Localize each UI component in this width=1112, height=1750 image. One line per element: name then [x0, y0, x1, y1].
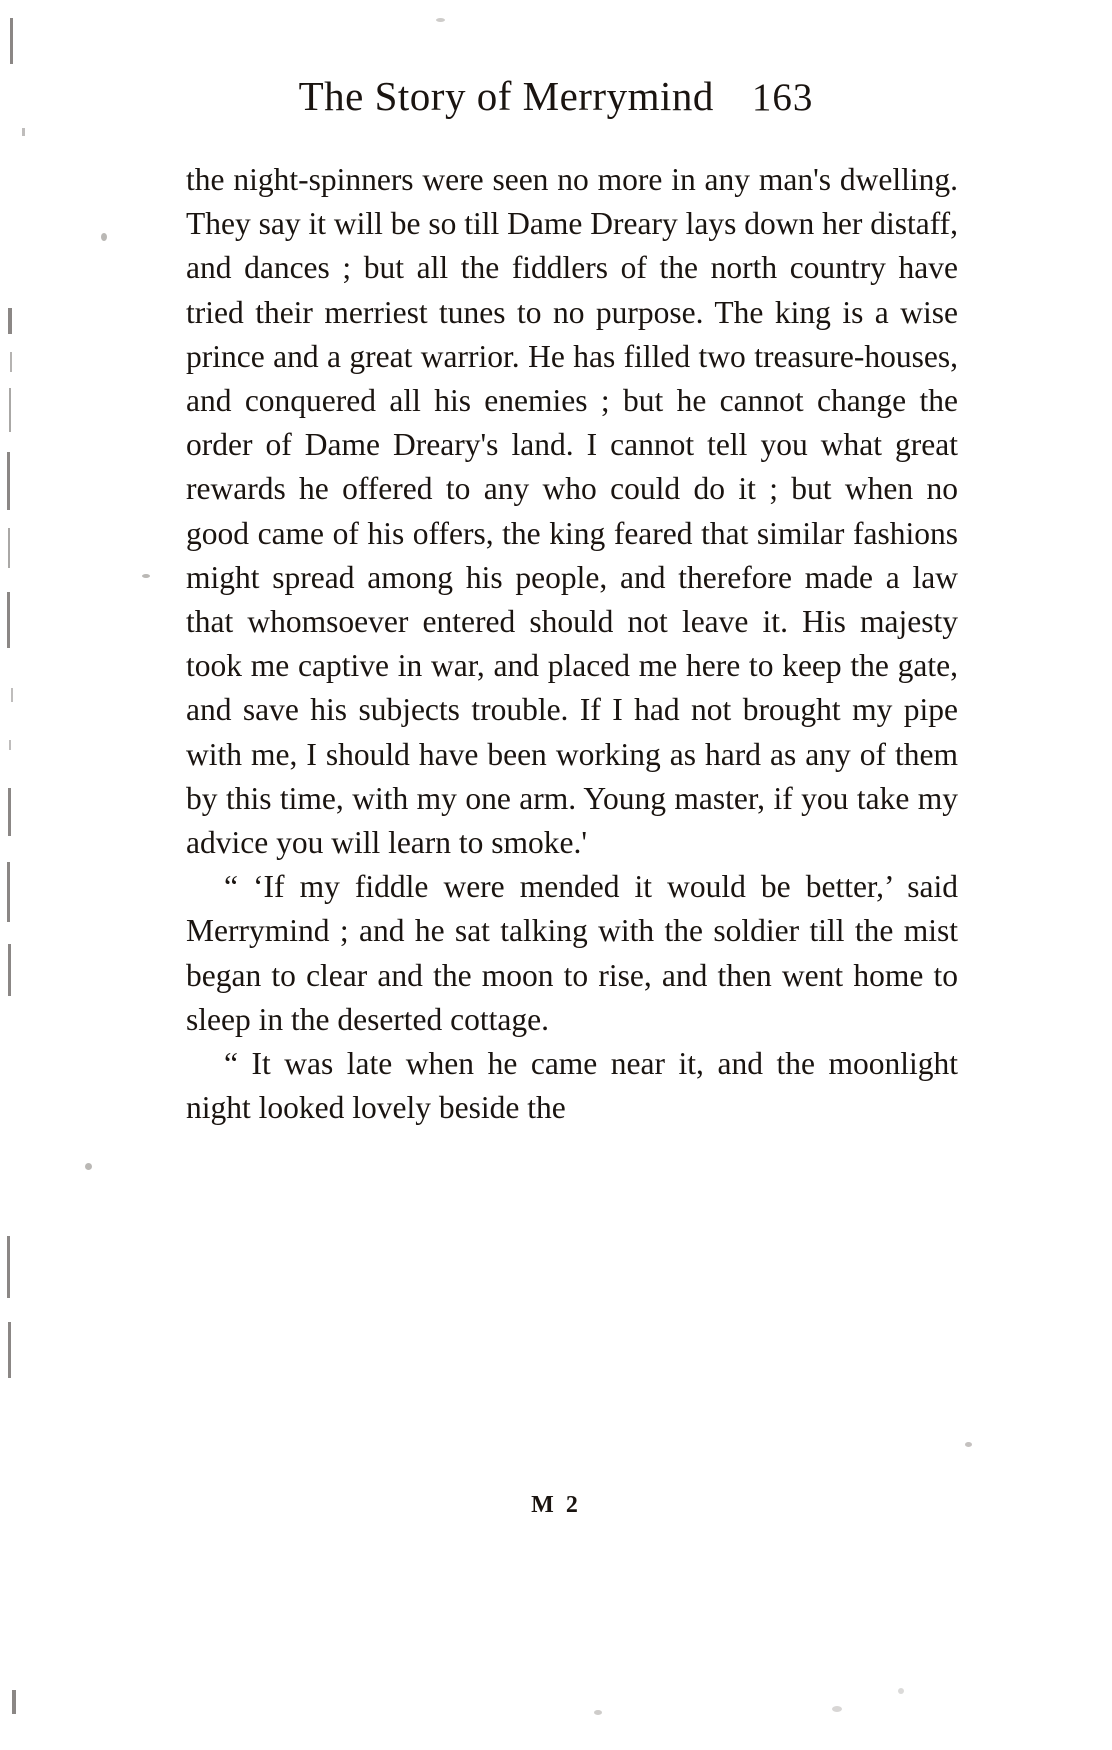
signature-mark: M 2: [531, 1492, 581, 1518]
scan-artifacts: [0, 0, 40, 1750]
page-speck: [142, 574, 150, 578]
page-speck: [85, 1163, 92, 1170]
page-header: [0, 72, 1112, 120]
paragraph: the night-spinners were seen no more in any man's dwelling. They say it will be so till Dame Dreary lays down her distaff, and dances ; but all the fiddlers of the north country have tried their merriest tunes to no purpose. The king is a wise prince and a great warrior. He has filled two treasure-houses, and conquered all his enemies ; but he cannot change the order of Dame Dreary's land. I cannot tell you what great rewards he offered to any who could do it ; but when no good came of his offers, the king feared that similar fashions might spread among his people, and therefore made a law that whomsoever entered should not leave it. His majesty took me captive in war, and placed me here to keep the gate, and save his subjects trouble. If I had not brought my pipe with me, I should have been working as hard as any of them by this time, with my one arm. Young master, if you take my advice you will learn to smoke.': [186, 162, 958, 861]
page-speck: [898, 1688, 904, 1694]
page-number: 163: [751, 76, 814, 119]
page-speck: [832, 1706, 842, 1712]
page-speck: [965, 1442, 972, 1447]
page-speck: [101, 233, 107, 241]
paragraph: “ It was late when he came near it, and the moonlight night looked lovely beside the: [186, 1046, 958, 1126]
page-body: [186, 158, 958, 1130]
page-speck: [594, 1710, 602, 1715]
page-title: The Story of Merrymind: [298, 73, 714, 119]
page-speck: [436, 18, 445, 22]
paragraph: “ ‘If my fiddle were mended it would be better,’ said Merrymind ; and he sat talking with the soldier till the mist began to clear and the moon to rise, and then went home to sleep in the deserted cottage.: [186, 869, 958, 1037]
